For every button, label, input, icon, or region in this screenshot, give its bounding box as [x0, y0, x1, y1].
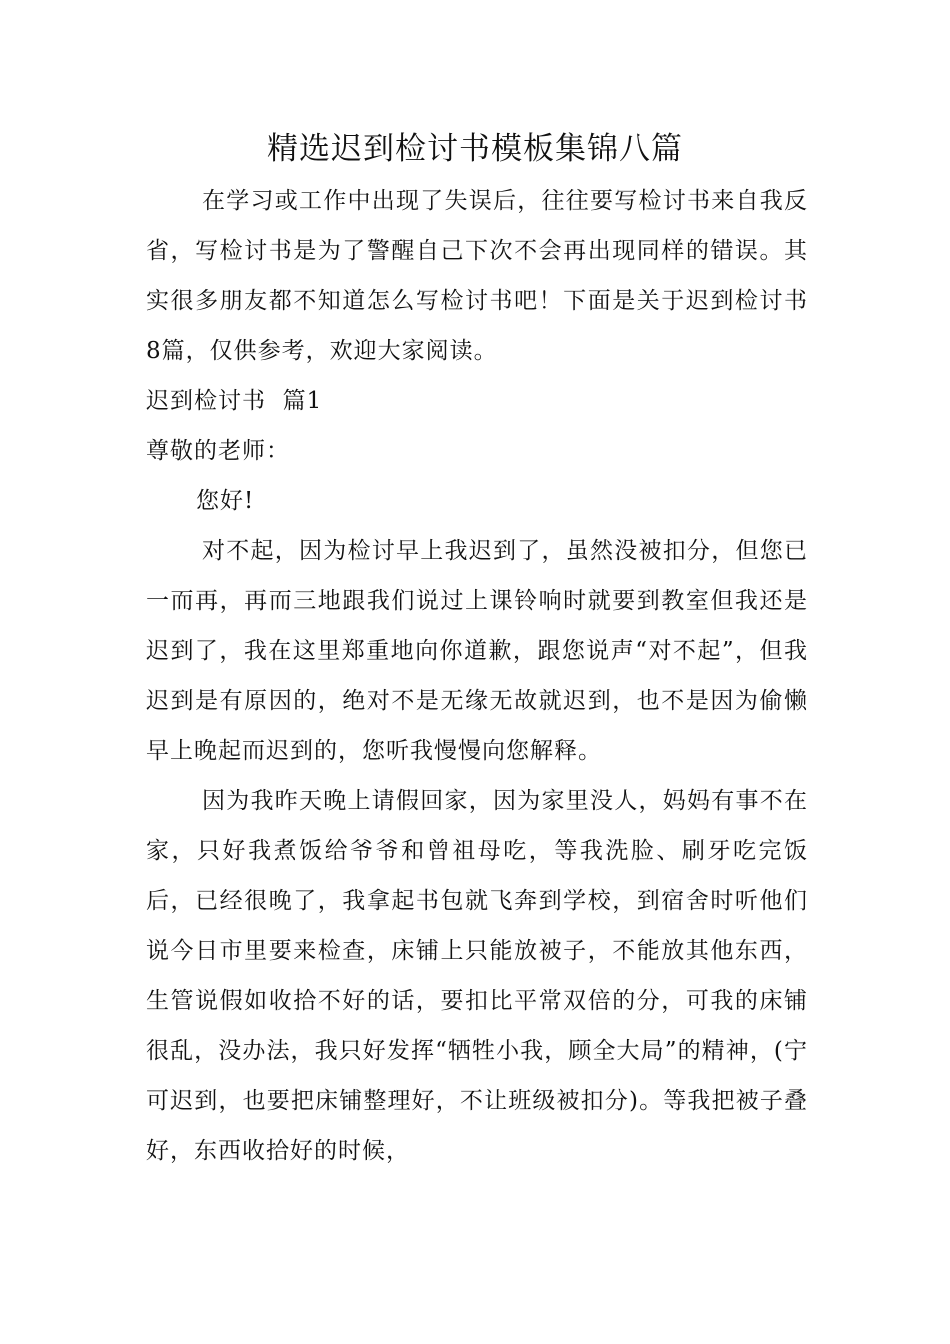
- body-paragraph-1: 对不起，因为检讨早上我迟到了，虽然没被扣分，但您已一而再，再而三地跟我们说过上课铃响时就要到教室但我还是迟到了，我在这里郑重地向你道歉，跟您说声“对不起”，但我迟到是有原因的，绝对不是无缘无故就迟到，也不是因为偷懒早上晚起而迟到的，您听我慢慢向您解释。: [146, 538, 808, 764]
- document-title: 精选迟到检讨书模板集锦八篇: [267, 131, 683, 167]
- section-heading: 迟到检讨书 篇1: [146, 388, 323, 414]
- intro-paragraph: 在学习或工作中出现了失误后，往往要写检讨书来自我反省，写检讨书是为了警醒自己下次不会再出现同样的错误。其实很多朋友都不知道怎么写检讨书吧！下面是关于迟到检讨书8篇，仅供参考，欢迎大家阅读。: [146, 188, 808, 364]
- body-paragraph-2: 因为我昨天晚上请假回家，因为家里没人，妈妈有事不在家，只好我煮饭给爷爷和曾祖母吃，等我洗脸、刷牙吃完饭后，已经很晚了，我拿起书包就飞奔到学校，到宿舍时听他们说今日市里要来检查，床铺上只能放被子，不能放其他东西，生管说假如收拾不好的话，要扣比平常双倍的分，可我的床铺很乱，没办法，我只好发挥“牺牲小我，顾全大局”的精神，(宁可迟到，也要把床铺整理好，不让班级被扣分)。等我把被子叠好，东西收拾好的时候，: [146, 788, 808, 1164]
- greeting: 您好!: [196, 488, 255, 514]
- salutation: 尊敬的老师：: [146, 438, 290, 464]
- document-body: [146, 176, 808, 1176]
